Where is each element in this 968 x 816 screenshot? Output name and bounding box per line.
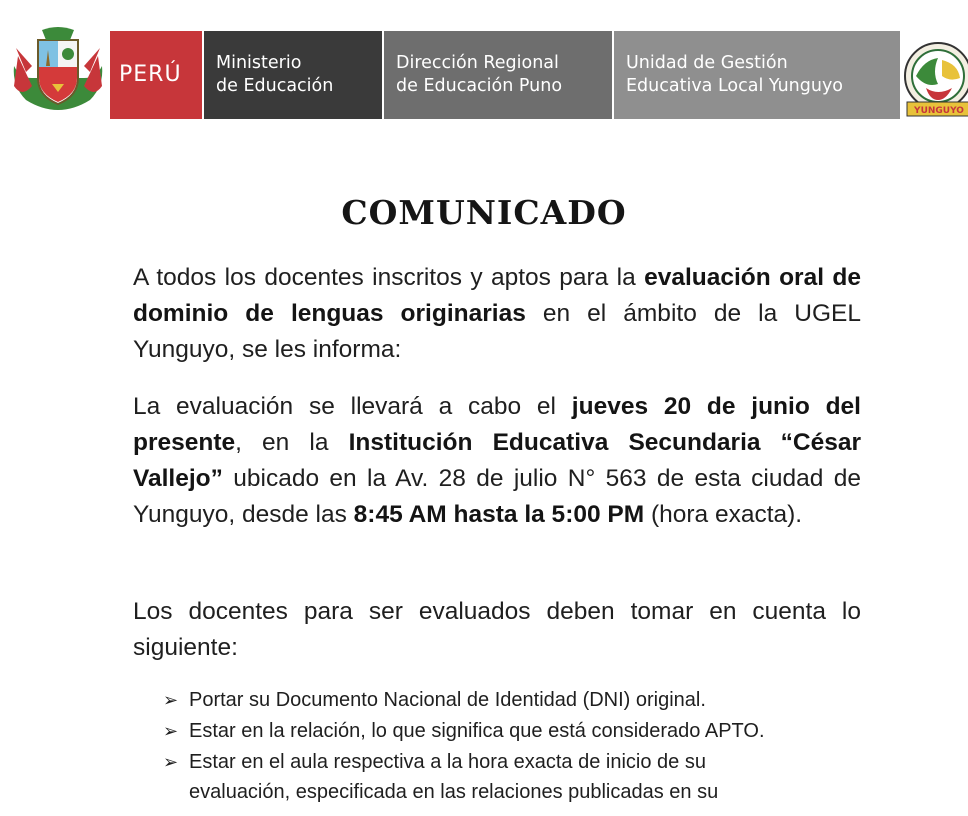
document-title: COMUNICADO: [341, 193, 627, 232]
time-highlight: 8:45 AM hasta la 5:00 PM: [353, 501, 645, 528]
schedule-paragraph: La evaluación se llevará a cabo el jueves 20 de junio del presente, en la Institución Educativa Secundaria “César Vallejo” ubicado en la Av. 28 de julio N° 563 de esta ciudad de Yunguyo, desde las 8:45 AM hasta la 5:00 PM (hora exacta).: [133, 393, 861, 528]
letterhead: [0, 0, 968, 125]
regional-line-2: de Educación Puno: [396, 76, 563, 96]
regional-line-1: Dirección Regional: [396, 53, 559, 73]
venue-highlight: Institución Educativa Secundaria “César Vallejo”: [133, 429, 861, 492]
ugel-line-1: Unidad de Gestión: [626, 53, 788, 73]
ministry-line-2: de Educación: [216, 76, 334, 96]
arrow-bullet-icon: ➢: [163, 721, 179, 741]
ugel-box: [614, 31, 900, 119]
arrow-bullet-icon: ➢: [163, 690, 179, 710]
date-highlight: jueves 20 de junio del presente: [133, 393, 861, 456]
peru-coat-of-arms-icon: [12, 26, 104, 112]
svg-text:YUNGUYO: YUNGUYO: [914, 106, 964, 116]
ugel-line-2: Educativa Local Yunguyo: [626, 76, 844, 96]
ministry-box: [204, 31, 382, 119]
ugel-yunguyo-logo-icon: [902, 38, 968, 124]
ministry-line-1: Ministerio: [216, 53, 302, 73]
arrow-bullet-icon: ➢: [163, 752, 179, 772]
evaluation-highlight: evaluación oral de dominio de lenguas originarias: [133, 264, 861, 327]
requirement-item: ➢ Portar su Documento Nacional de Identidad (DNI) original.: [163, 685, 863, 715]
intro-paragraph: A todos los docentes inscritos y aptos para la evaluación oral de dominio de lenguas originarias en el ámbito de la UGEL Yunguyo, se les informa:: [133, 264, 861, 363]
requirement-item-continuation: evaluación, especificada en las relaciones publicadas en su: [189, 781, 719, 803]
requirements-intro: Los docentes para ser evaluados deben tomar en cuenta lo siguiente:: [133, 598, 861, 661]
requirement-item: ➢ Estar en la relación, lo que significa que está considerado APTO.: [163, 716, 863, 746]
requirement-item: ➢ Estar en el aula respectiva a la hora exacta de inicio de su: [163, 747, 863, 777]
peru-label-box: [110, 31, 202, 119]
country-label: PERÚ: [119, 62, 182, 87]
regional-directorate-box: [384, 31, 612, 119]
